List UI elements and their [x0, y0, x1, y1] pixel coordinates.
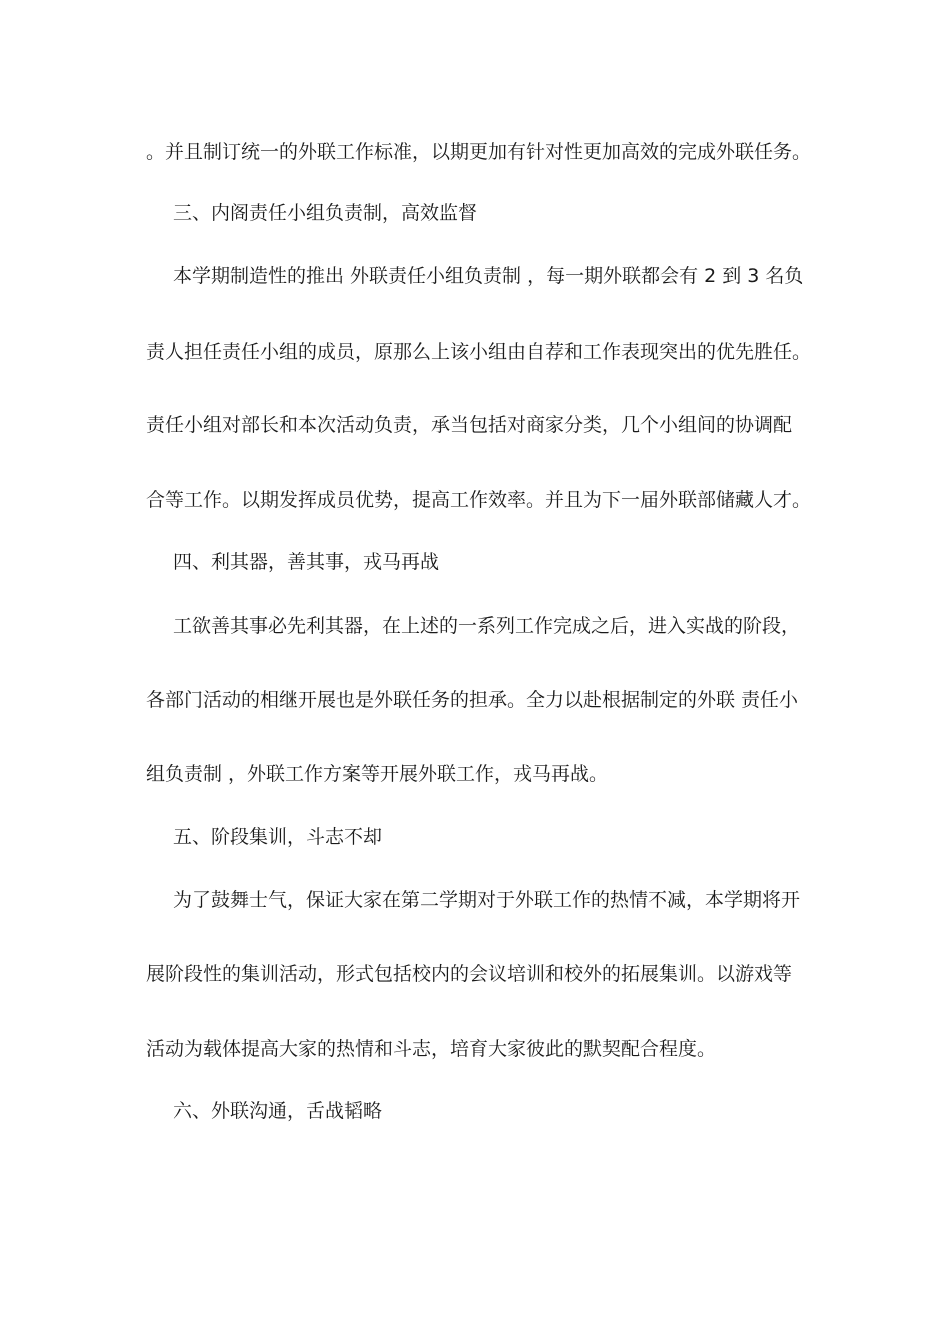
section-heading-5: 五、阶段集训，斗志不却	[173, 826, 383, 848]
section-heading-3: 三、内阁责任小组负责制，高效监督	[173, 202, 478, 224]
section-heading-4: 四、利其器，善其事，戎马再战	[173, 551, 440, 573]
paragraph-line: 为了鼓舞士气，保证大家在第二学期对于外联工作的热情不减，本学期将开	[173, 889, 801, 911]
paragraph-line: 责任小组对部长和本次活动负责，承当包括对商家分类，几个小组间的协调配	[146, 414, 793, 436]
section-heading-6: 六、外联沟通，舌战韬略	[173, 1100, 383, 1122]
paragraph-line: 组负责制 ，外联工作方案等开展外联工作，戎马再战。	[146, 763, 609, 785]
paragraph-line: 。并且制订统一的外联工作标准，以期更加有针对性更加高效的完成外联任务。	[146, 141, 812, 163]
paragraph-line: 各部门活动的相继开展也是外联任务的担承。全力以赴根据制定的外联 责任小	[146, 689, 799, 711]
paragraph-line: 展阶段性的集训活动，形式包括校内的会议培训和校外的拓展集训。以游戏等	[146, 963, 793, 985]
paragraph-line: 工欲善其事必先利其器，在上述的一系列工作完成之后，进入实战的阶段，	[173, 615, 801, 637]
paragraph-line: 责人担任责任小组的成员，原那么上该小组由自荐和工作表现突出的优先胜任。	[146, 341, 812, 363]
paragraph-line: 活动为载体提高大家的热情和斗志，培育大家彼此的默契配合程度。	[146, 1038, 717, 1060]
paragraph-line: 合等工作。以期发挥成员优势，提高工作效率。并且为下一届外联部储藏人才。	[146, 489, 812, 511]
paragraph-line: 本学期制造性的推出 外联责任小组负责制 ，每一期外联都会有 2 到 3 名负	[173, 265, 804, 287]
